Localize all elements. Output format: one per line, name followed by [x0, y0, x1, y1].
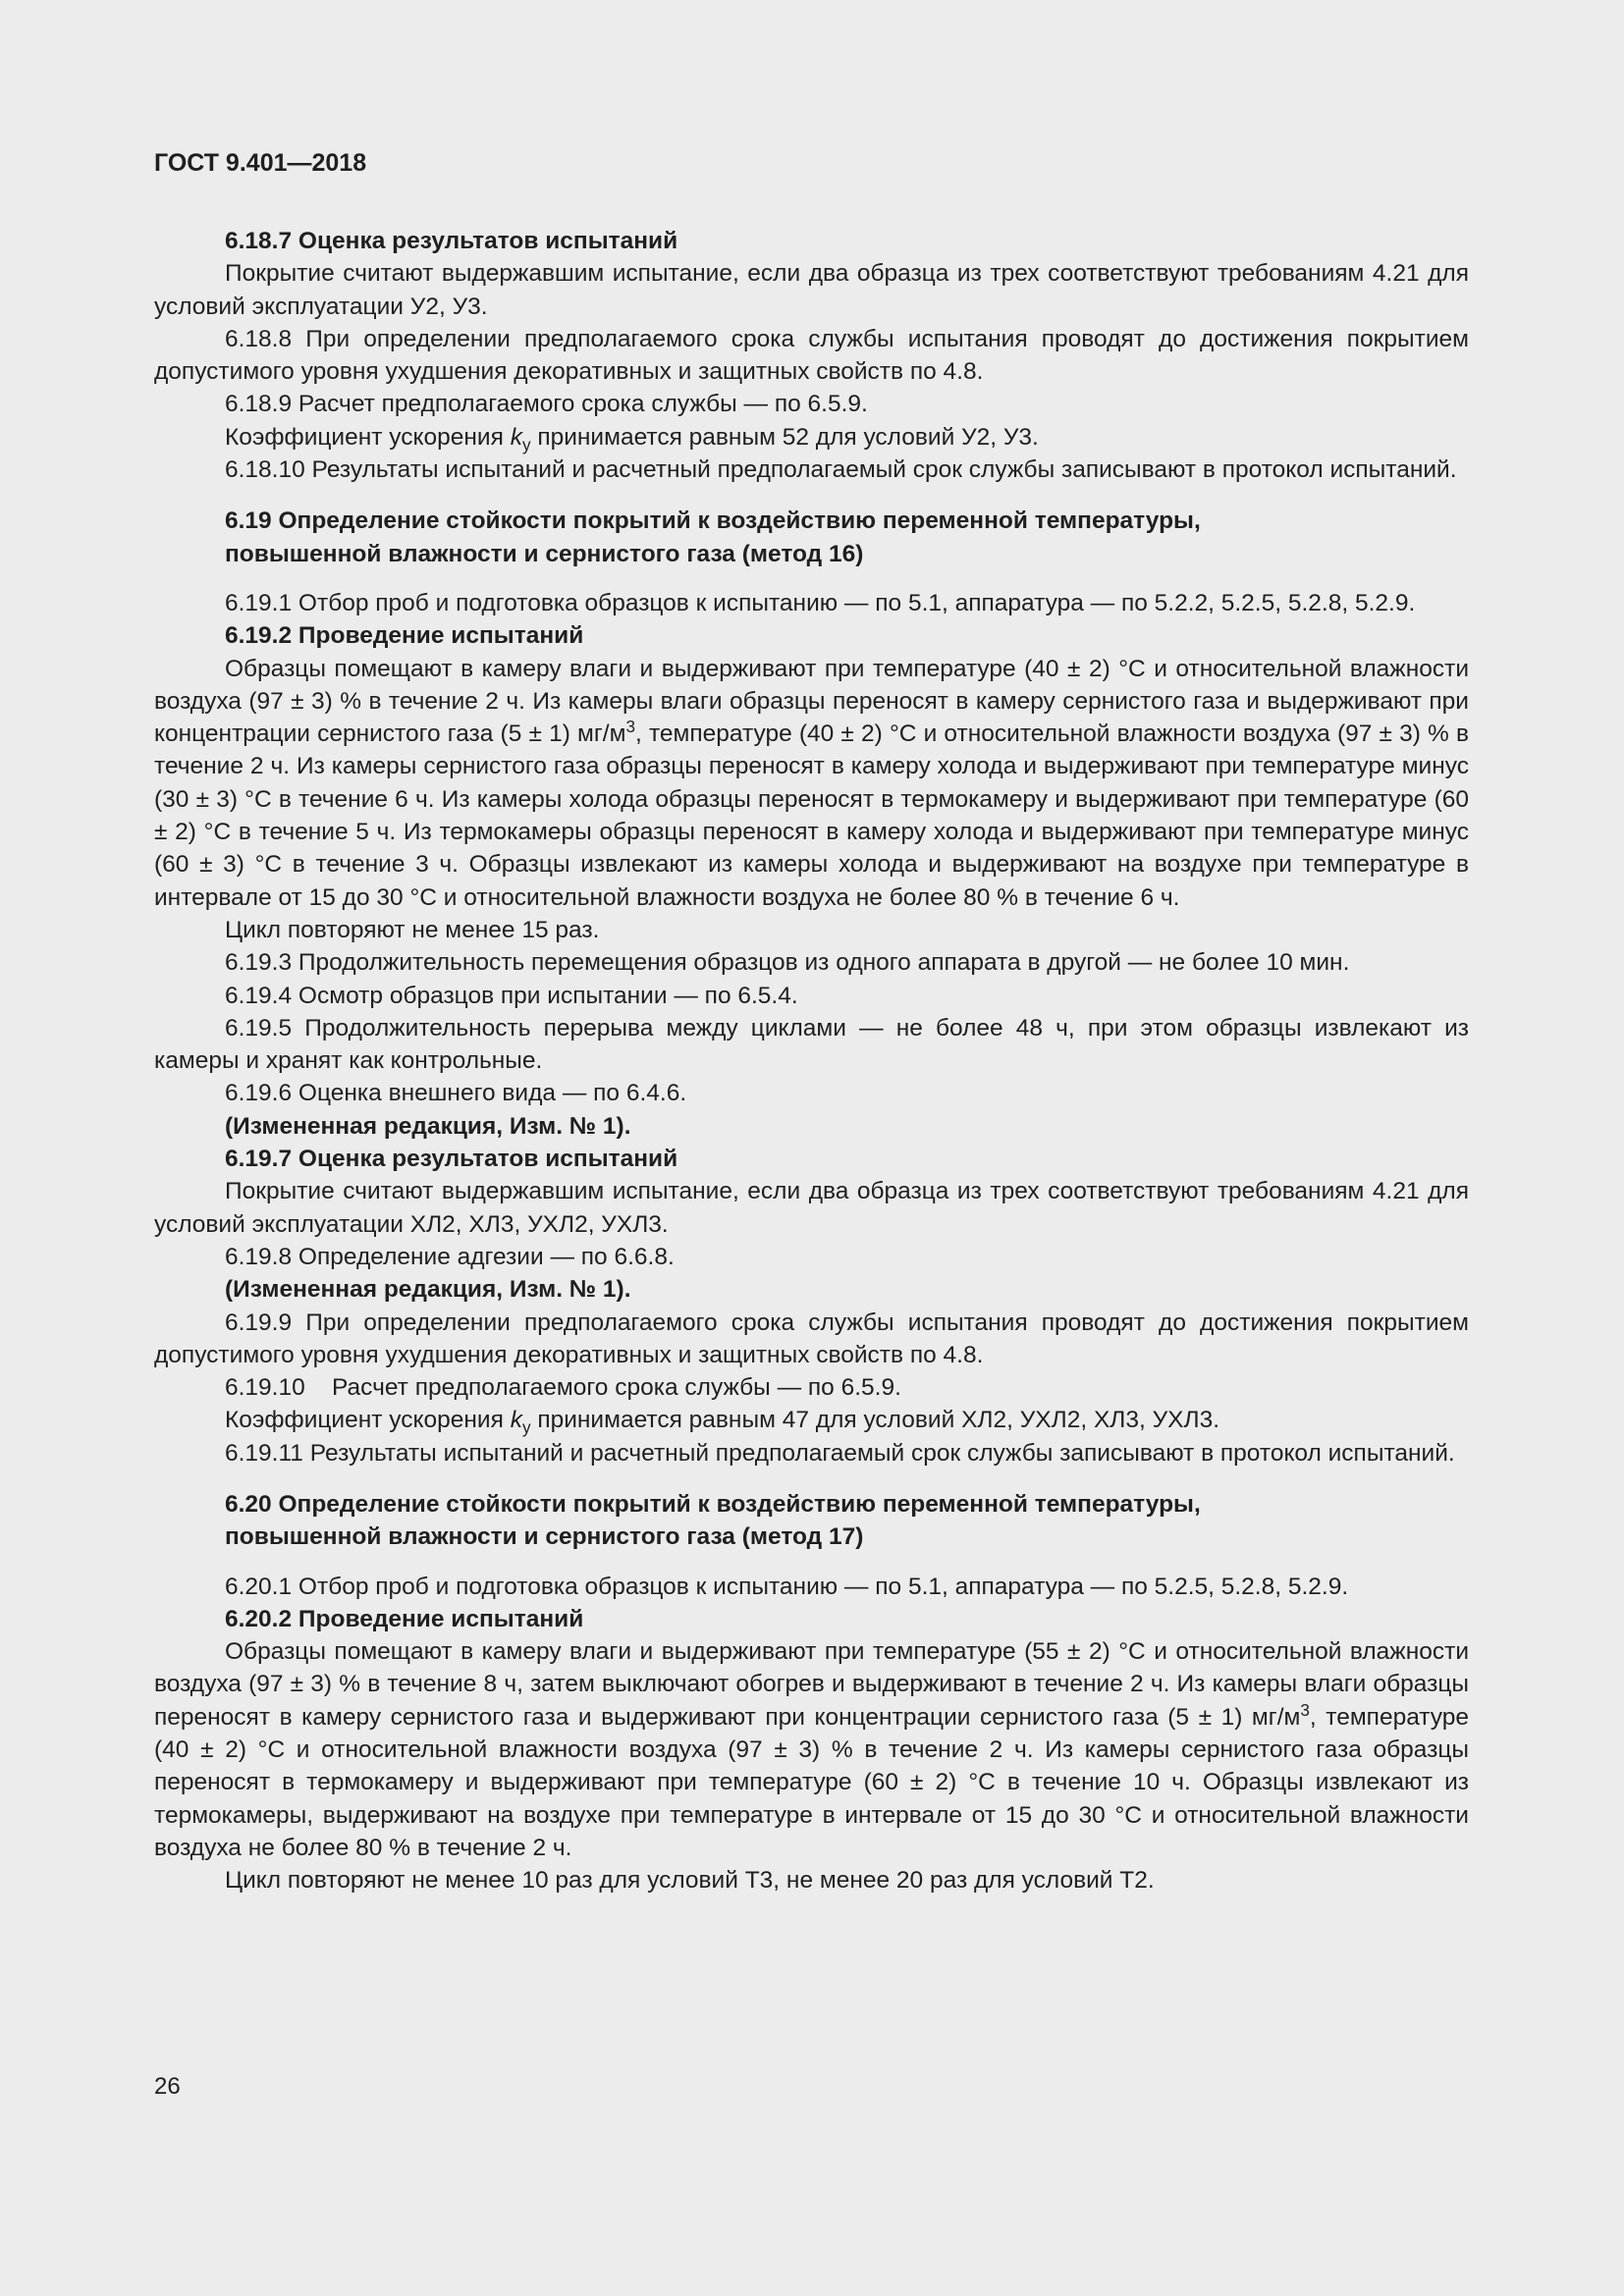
- paragraph: Цикл повторяют не менее 10 раз для условий Т3, не менее 20 раз для условий Т2.: [225, 1867, 1155, 1895]
- subsection-heading: 6.19.7 Оценка результатов испытаний: [225, 1146, 678, 1173]
- paragraph: 6.19.5 Продолжительность перерыва между циклами — не более 48 ч, при этом образцы извлекают из камеры и хранят как контрольные.: [154, 1014, 1469, 1075]
- section-title-6-19: 6.19 Определение стойкости покрытий к воздействию переменной температуры, повышенной влажности и сернистого газа (метод 16): [225, 507, 1201, 567]
- paragraph: Образцы помещают в камеру влаги и выдерживают при температуре (40 ± 2) °С и относительной влажности воздуха (97 ± 3) % в течение 2 ч. Из камеры влаги образцы переносят в камеру сернистого газа и выдерживают при концентрации сернистого газа (5 ± 1) $мг/м^3$, температуре (40 ± 2) °С и относительной влажности воздуха (97 ± 3) % в течение 2 ч. Из камеры сернистого газа образцы переносят в камеру холода и выдерживают при температуре минус (30 ± 3) °С в течение 6 ч. Из камеры холода образцы переносят в термокамеру и выдерживают при температуре (60 ± 2) °С в течение 5 ч. Из термокамеры образцы переносят в камеру холода и выдерживают при температуре минус (60 ± 3) °С в течение 3 ч. Образцы извлекают из камеры холода и выдерживают на воздухе при температуре в интервале от 15 до 30 °С и относительной влажности воздуха не более 80 % в течение 6 ч.: [154, 655, 1469, 911]
- paragraph: 6.18.9 Расчет предполагаемого срока службы — по 6.5.9.: [225, 391, 868, 418]
- paragraph: 6.19.9 При определении предполагаемого срока службы испытания проводят до достижения покрытием допустимого уровня ухудшения декоративных и защитных свойств по 4.8.: [154, 1308, 1469, 1368]
- revision-note: (Измененная редакция, Изм. № 1).: [225, 1276, 631, 1304]
- paragraph: Образцы помещают в камеру влаги и выдерживают при температуре (55 ± 2) °С и относительной влажности воздуха (97 ± 3) % в течение 8 ч, затем выключают обогрев и выдерживают в течение 2 ч. Из камеры влаги образцы переносят в камеру сернистого газа и выдерживают при концентрации сернистого газа (5 ± 1) $мг/м^3$, температуре (40 ± 2) °С и относительной влажности воздуха (97 ± 3) % в течение 2 ч. Из камеры сернистого газа образцы переносят в термокамеру и выдерживают при температуре (60 ± 2) °С в течение 10 ч. Образцы извлекают из термокамеры, выдерживают на воздухе при температуре в интервале от 15 до 30 °С и относительной влажности воздуха не более 80 % в течение 2 ч.: [154, 1638, 1470, 1861]
- subsection-heading: 6.19.2 Проведение испытаний: [225, 622, 584, 650]
- revision-note: (Измененная редакция, Изм. № 1).: [225, 1112, 631, 1140]
- paragraph: 6.19.10 Расчет предполагаемого срока службы — по 6.5.9.: [225, 1374, 901, 1402]
- section-title-6-20: 6.20 Определение стойкости покрытий к воздействию переменной температуры, повышенной влажности и сернистого газа (метод 17): [225, 1490, 1201, 1551]
- page-header: ГОСТ 9.401—2018: [154, 149, 367, 177]
- paragraph: 6.19.8 Определение адгезии — по 6.6.8.: [225, 1243, 675, 1270]
- paragraph: 6.18.8 При определении предполагаемого срока службы испытания проводят до достижения покрытием допустимого уровня ухудшения декоративных и защитных свойств по 4.8.: [154, 325, 1469, 386]
- paragraph: Покрытие считают выдержавшим испытание, если два образца из трех соответствуют требованиям 4.21 для условий эксплуатации У2, У3.: [154, 260, 1469, 320]
- paragraph: 6.18.10 Результаты испытаний и расчетный предполагаемый срок службы записывают в протокол испытаний.: [225, 456, 1457, 484]
- paragraph: 6.19.11 Результаты испытаний и расчетный предполагаемый срок службы записывают в протокол испытаний.: [225, 1439, 1455, 1467]
- subsection-heading: 6.18.7 Оценка результатов испытаний: [225, 228, 678, 254]
- paragraph: 6.19.6 Оценка внешнего вида — по 6.4.6.: [225, 1080, 687, 1107]
- paragraph: 6.19.1 Отбор проб и подготовка образцов к испытанию — по 5.1, аппаратура — по 5.2.2, 5.2.5, 5.2.8, 5.2.9.: [225, 589, 1416, 616]
- paragraph: Покрытие считают выдержавшим испытание, если два образца из трех соответствуют требованиям 4.21 для условий эксплуатации ХЛ2, ХЛ3, УХЛ2, УХЛ3.: [154, 1178, 1469, 1238]
- paragraph: 6.20.1 Отбор проб и подготовка образцов к испытанию — по 5.1, аппаратура — по 5.2.5, 5.2.8, 5.2.9.: [225, 1573, 1349, 1600]
- paragraph: Цикл повторяют не менее 15 раз.: [225, 916, 600, 943]
- page-number: 26: [154, 2073, 181, 2100]
- acceleration-coefficient-line: Коэффициент ускорения $k_у$ принимается равным 47 для условий ХЛ2, УХЛ2, ХЛ3, УХЛ3.: [225, 1407, 1220, 1438]
- paragraph: 6.19.4 Осмотр образцов при испытании — по 6.5.4.: [225, 982, 798, 1009]
- paragraph: 6.19.3 Продолжительность перемещения образцов из одного аппарата в другой — не более 10 мин.: [225, 949, 1350, 977]
- acceleration-coefficient-line: Коэффициент ускорения $k_у$ принимается равным 52 для условий У2, У3.: [225, 423, 1039, 454]
- page-content: [154, 225, 1469, 1897]
- subsection-heading: 6.20.2 Проведение испытаний: [225, 1605, 584, 1632]
